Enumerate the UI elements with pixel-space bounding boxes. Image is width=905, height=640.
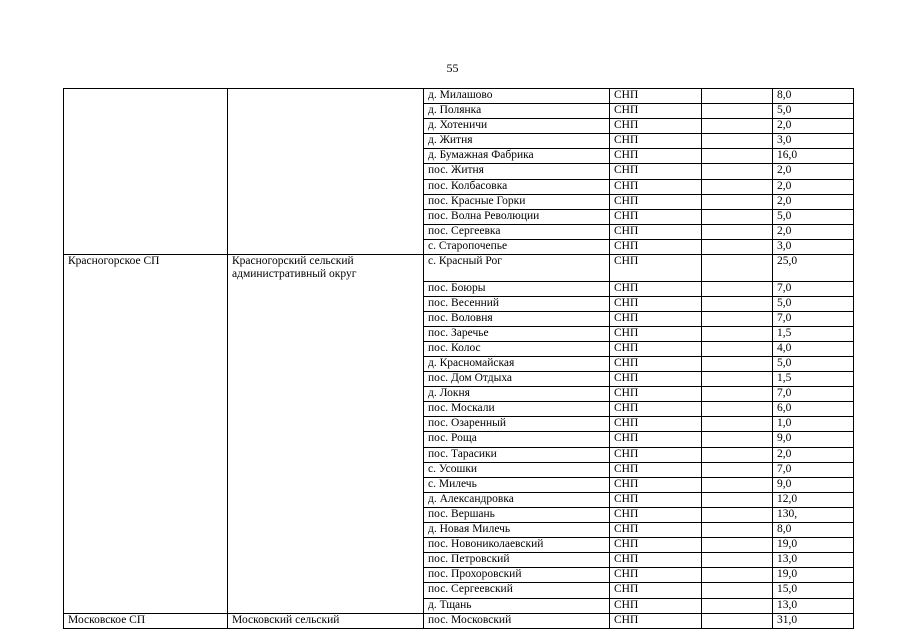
settlement-name-cell-empty [64,523,228,538]
value-cell: 5,0 [773,296,854,311]
settlement-name-cell-empty [64,462,228,477]
district-name-cell-empty [228,341,424,356]
district-name-cell-empty [228,402,424,417]
locality-name-cell: с. Старопочепье [424,239,610,254]
extra-cell [702,598,773,613]
extra-cell [702,104,773,119]
table-row [64,372,854,387]
district-name-cell-empty [228,194,424,209]
locality-type-cell: СНП [610,417,702,432]
locality-type-cell: СНП [610,568,702,583]
locality-type-cell: СНП [610,89,702,104]
locality-name-cell: пос. Заречье [424,326,610,341]
table-row [64,357,854,372]
locality-type-cell: СНП [610,462,702,477]
district-name-cell-empty [228,507,424,522]
locality-name-cell: пос. Московский [424,613,610,628]
locality-type-cell: СНП [610,538,702,553]
locality-type-cell: СНП [610,583,702,598]
locality-type-cell: СНП [610,553,702,568]
locality-type-cell: СНП [610,209,702,224]
value-cell: 2,0 [773,164,854,179]
settlement-name-cell-empty [64,568,228,583]
locality-name-cell: д. Локня [424,387,610,402]
locality-name-cell: пос. Красные Горки [424,194,610,209]
extra-cell [702,149,773,164]
locality-name-cell: пос. Новониколаевский [424,538,610,553]
settlement-name-cell-empty [64,341,228,356]
settlement-name-cell-empty [64,209,228,224]
extra-cell [702,387,773,402]
district-name-cell-empty [228,134,424,149]
extra-cell [702,507,773,522]
value-cell: 13,0 [773,553,854,568]
district-name-cell: Московский сельский [228,613,424,628]
table-row [64,209,854,224]
locality-name-cell: д. Красномайская [424,357,610,372]
settlement-name-cell-empty [64,311,228,326]
locality-name-cell: пос. Колос [424,341,610,356]
district-name-cell-empty [228,209,424,224]
table-row [64,568,854,583]
value-cell: 1,5 [773,326,854,341]
district-name-cell-empty [228,417,424,432]
table-row [64,462,854,477]
locality-type-cell: СНП [610,477,702,492]
settlement-name-cell-empty [64,538,228,553]
value-cell: 2,0 [773,119,854,134]
table-row [64,164,854,179]
table-row [64,417,854,432]
locality-name-cell: д. Полянка [424,104,610,119]
extra-cell [702,447,773,462]
value-cell: 5,0 [773,104,854,119]
value-cell: 2,0 [773,179,854,194]
table-row [64,149,854,164]
locality-type-cell: СНП [610,523,702,538]
value-cell: 4,0 [773,341,854,356]
district-name-cell-empty [228,179,424,194]
value-cell: 7,0 [773,387,854,402]
locality-name-cell: д. Хотеничи [424,119,610,134]
settlement-name-cell-empty [64,134,228,149]
settlement-name-cell-empty [64,179,228,194]
district-name-cell-empty [228,432,424,447]
settlement-name-cell-empty [64,164,228,179]
settlement-name-cell-empty [64,104,228,119]
extra-cell [702,553,773,568]
district-name-cell-empty [228,598,424,613]
settlement-name-cell-empty [64,583,228,598]
extra-cell [702,239,773,254]
locality-name-cell: с. Милечь [424,477,610,492]
extra-cell [702,194,773,209]
extra-cell [702,538,773,553]
table-row [64,402,854,417]
value-cell: 7,0 [773,281,854,296]
district-name-cell-empty [228,281,424,296]
table-row [64,387,854,402]
district-name-cell-empty [228,553,424,568]
locality-type-cell: СНП [610,372,702,387]
extra-cell [702,492,773,507]
locality-name-cell: пос. Боюры [424,281,610,296]
district-name-cell-empty [228,538,424,553]
locality-type-cell: СНП [610,341,702,356]
settlement-name-cell-empty [64,357,228,372]
table-row [64,326,854,341]
locality-name-cell: с. Усошки [424,462,610,477]
value-cell: 12,0 [773,492,854,507]
table-row [64,523,854,538]
table-row [64,239,854,254]
value-cell: 16,0 [773,149,854,164]
extra-cell [702,583,773,598]
settlement-name-cell-empty [64,507,228,522]
extra-cell [702,119,773,134]
locality-type-cell: СНП [610,281,702,296]
locality-type-cell: СНП [610,326,702,341]
value-cell: 3,0 [773,134,854,149]
district-name-cell-empty [228,387,424,402]
table-row [64,104,854,119]
table-row [64,89,854,104]
locality-name-cell: пос. Весенний [424,296,610,311]
locality-name-cell: пос. Тарасики [424,447,610,462]
settlement-name-cell-empty [64,372,228,387]
district-name-cell-empty [228,583,424,598]
settlement-name-cell-empty [64,224,228,239]
table-row [64,255,854,282]
value-cell: 19,0 [773,538,854,553]
locality-type-cell: СНП [610,296,702,311]
settlement-name-cell-empty [64,296,228,311]
value-cell: 1,0 [773,417,854,432]
settlement-name-cell-empty [64,119,228,134]
value-cell: 7,0 [773,462,854,477]
table-row [64,477,854,492]
district-name-cell-empty [228,104,424,119]
locality-type-cell: СНП [610,447,702,462]
locality-name-cell: д. Тщань [424,598,610,613]
locality-name-cell: пос. Роща [424,432,610,447]
locality-name-cell: пос. Озаренный [424,417,610,432]
district-name-cell-empty [228,568,424,583]
table-row [64,538,854,553]
district-name-cell-empty [228,164,424,179]
extra-cell [702,134,773,149]
district-name-cell-empty [228,224,424,239]
locality-name-cell: пос. Сергеевка [424,224,610,239]
district-name-cell: Красногорский сельский административный округ [228,255,424,282]
table-row [64,598,854,613]
settlement-name-cell-empty [64,239,228,254]
value-cell: 3,0 [773,239,854,254]
settlement-name-cell-empty [64,417,228,432]
extra-cell [702,372,773,387]
extra-cell [702,255,773,282]
settlement-name-cell-empty [64,326,228,341]
value-cell: 25,0 [773,255,854,282]
district-name-cell-empty [228,372,424,387]
value-cell: 15,0 [773,583,854,598]
table-row [64,447,854,462]
value-cell: 2,0 [773,447,854,462]
extra-cell [702,462,773,477]
settlements-table [63,88,854,629]
locality-name-cell: д. Милашово [424,89,610,104]
table-row [64,119,854,134]
locality-name-cell: д. Бумажная Фабрика [424,149,610,164]
district-name-cell-empty [228,119,424,134]
value-cell: 1,5 [773,372,854,387]
value-cell: 8,0 [773,523,854,538]
extra-cell [702,402,773,417]
settlement-name-cell-empty [64,387,228,402]
value-cell: 7,0 [773,311,854,326]
value-cell: 5,0 [773,357,854,372]
settlement-name-cell-empty [64,553,228,568]
locality-type-cell: СНП [610,239,702,254]
locality-type-cell: СНП [610,104,702,119]
locality-type-cell: СНП [610,507,702,522]
locality-type-cell: СНП [610,255,702,282]
table-row [64,311,854,326]
settlement-name-cell-empty [64,447,228,462]
value-cell: 5,0 [773,209,854,224]
district-name-cell-empty [228,239,424,254]
locality-name-cell: пос. Вершань [424,507,610,522]
settlement-name-cell: Московское СП [64,613,228,628]
extra-cell [702,89,773,104]
district-name-cell-empty [228,492,424,507]
district-name-cell-empty [228,462,424,477]
locality-type-cell: СНП [610,179,702,194]
value-cell: 2,0 [773,194,854,209]
value-cell: 9,0 [773,477,854,492]
extra-cell [702,417,773,432]
locality-name-cell: пос. Волна Революции [424,209,610,224]
locality-type-cell: СНП [610,432,702,447]
district-name-cell-empty [228,357,424,372]
settlement-name-cell-empty [64,149,228,164]
locality-name-cell: пос. Колбасовка [424,179,610,194]
table-row [64,341,854,356]
table-row [64,194,854,209]
value-cell: 6,0 [773,402,854,417]
locality-type-cell: СНП [610,598,702,613]
locality-type-cell: СНП [610,402,702,417]
district-name-cell-empty [228,523,424,538]
extra-cell [702,311,773,326]
locality-type-cell: СНП [610,224,702,239]
locality-type-cell: СНП [610,613,702,628]
district-name-cell-empty [228,477,424,492]
district-name-cell [228,89,424,104]
locality-name-cell: с. Красный Рог [424,255,610,282]
settlement-name-cell-empty [64,281,228,296]
locality-type-cell: СНП [610,492,702,507]
district-name-cell-empty [228,447,424,462]
extra-cell [702,357,773,372]
table-row [64,583,854,598]
extra-cell [702,613,773,628]
locality-name-cell: д. Новая Милечь [424,523,610,538]
table-row [64,492,854,507]
settlement-name-cell-empty [64,492,228,507]
value-cell: 8,0 [773,89,854,104]
value-cell: 31,0 [773,613,854,628]
page-number: 55 [446,61,459,75]
extra-cell [702,523,773,538]
settlement-name-cell-empty [64,402,228,417]
locality-name-cell: пос. Воловня [424,311,610,326]
settlement-name-cell [64,89,228,104]
locality-name-cell: д. Александровка [424,492,610,507]
extra-cell [702,296,773,311]
value-cell: 130, [773,507,854,522]
settlement-name-cell: Красногорское СП [64,255,228,282]
district-name-cell-empty [228,326,424,341]
extra-cell [702,179,773,194]
table-row [64,553,854,568]
district-name-cell-empty [228,149,424,164]
locality-name-cell: пос. Житня [424,164,610,179]
value-cell: 19,0 [773,568,854,583]
extra-cell [702,209,773,224]
locality-type-cell: СНП [610,134,702,149]
locality-name-cell: пос. Москали [424,402,610,417]
value-cell: 13,0 [773,598,854,613]
table-row [64,134,854,149]
locality-name-cell: пос. Дом Отдыха [424,372,610,387]
settlement-name-cell-empty [64,194,228,209]
extra-cell [702,281,773,296]
extra-cell [702,568,773,583]
settlements-table-body [64,89,854,629]
table-row [64,296,854,311]
value-cell: 2,0 [773,224,854,239]
locality-name-cell: д. Житня [424,134,610,149]
table-row [64,224,854,239]
table-row [64,507,854,522]
locality-type-cell: СНП [610,387,702,402]
locality-type-cell: СНП [610,149,702,164]
locality-type-cell: СНП [610,311,702,326]
table-row [64,613,854,628]
settlement-name-cell-empty [64,598,228,613]
locality-name-cell: пос. Прохоровский [424,568,610,583]
table-row [64,179,854,194]
extra-cell [702,326,773,341]
extra-cell [702,432,773,447]
locality-type-cell: СНП [610,164,702,179]
locality-type-cell: СНП [610,194,702,209]
extra-cell [702,341,773,356]
extra-cell [702,224,773,239]
locality-name-cell: пос. Сергеевский [424,583,610,598]
settlement-name-cell-empty [64,477,228,492]
district-name-cell-empty [228,296,424,311]
table-row [64,281,854,296]
locality-name-cell: пос. Петровский [424,553,610,568]
settlement-name-cell-empty [64,432,228,447]
table-row [64,432,854,447]
locality-type-cell: СНП [610,357,702,372]
extra-cell [702,164,773,179]
value-cell: 9,0 [773,432,854,447]
district-name-cell-empty [228,311,424,326]
locality-type-cell: СНП [610,119,702,134]
extra-cell [702,477,773,492]
